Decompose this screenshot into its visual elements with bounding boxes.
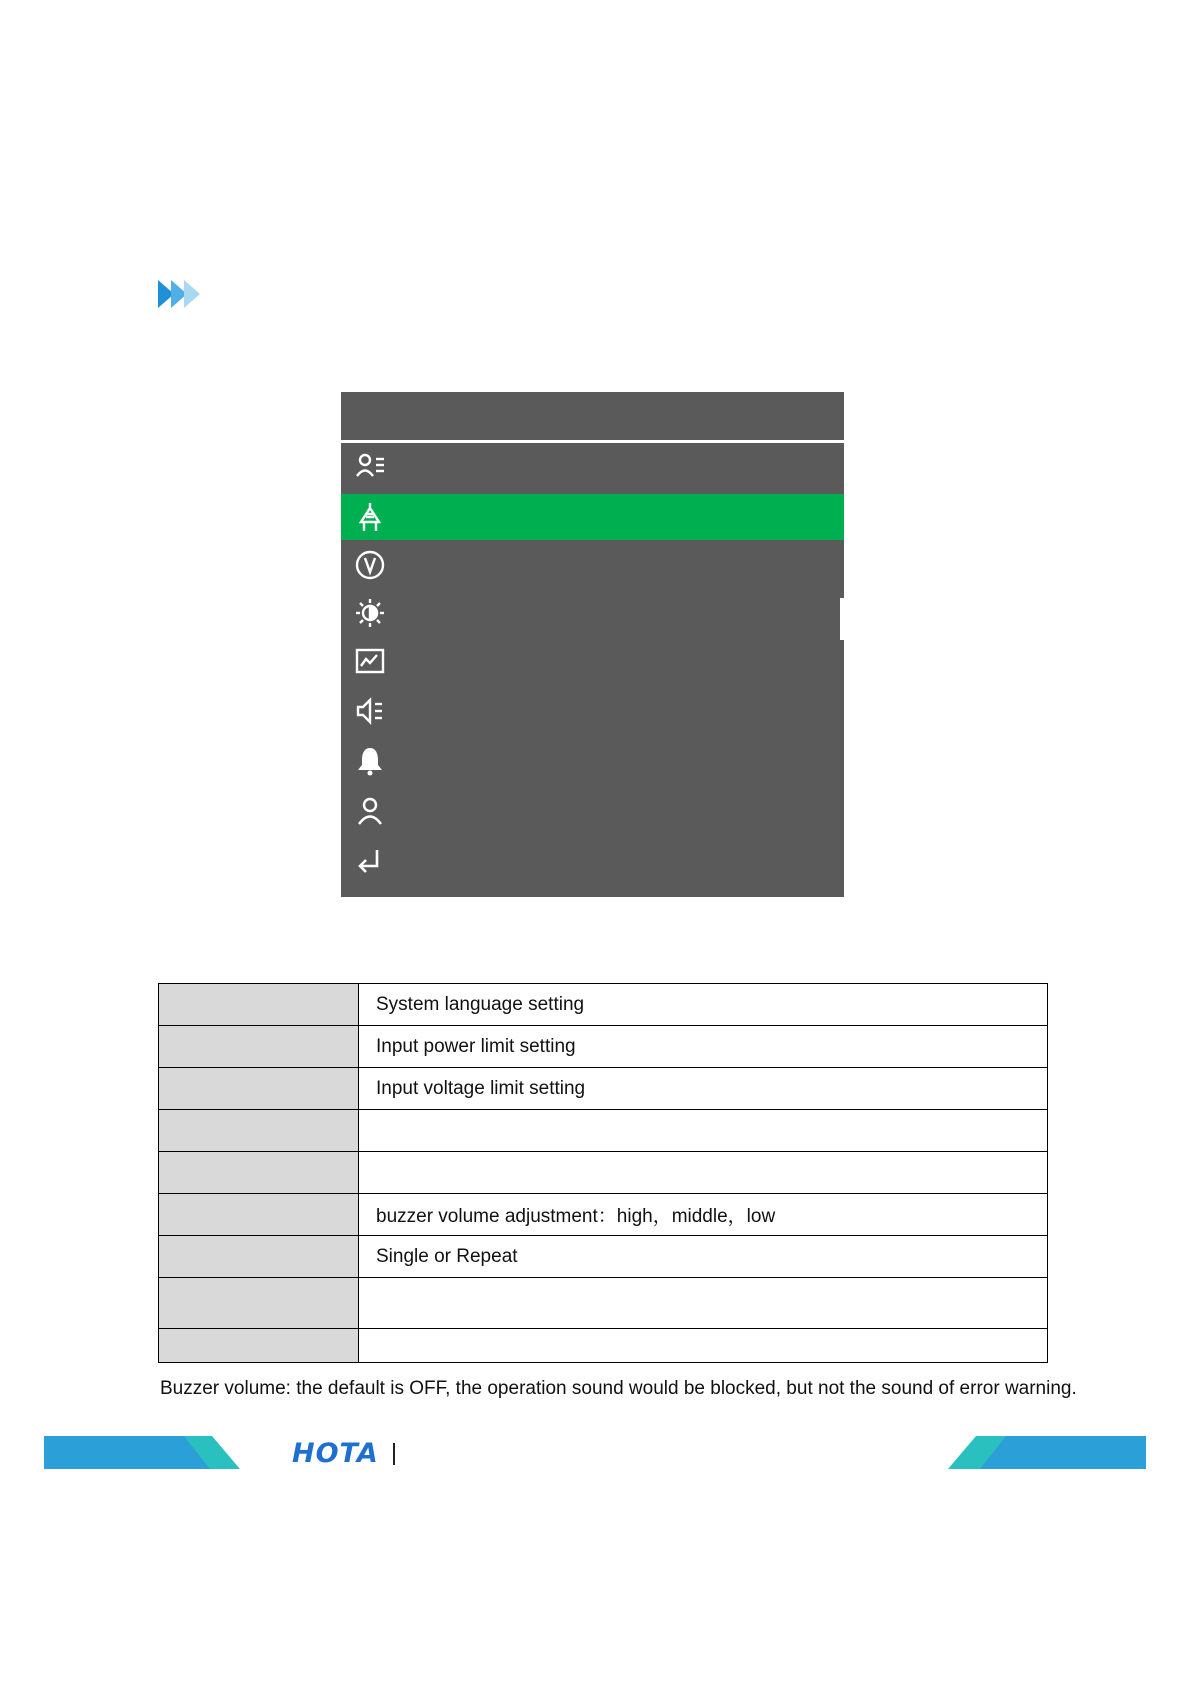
chart-icon: [355, 646, 385, 676]
table-value-cell: [359, 1278, 1048, 1329]
brightness-icon: [355, 598, 385, 628]
table-row: [159, 1068, 1048, 1110]
footer-band-right: [948, 1436, 1146, 1469]
menu-item-user-settings[interactable]: [341, 443, 844, 489]
brand-logo: HOTA: [292, 1438, 379, 1469]
table-key-cell: [159, 1110, 359, 1152]
table-key-cell: [159, 984, 359, 1026]
table-value-cell: [359, 1110, 1048, 1152]
table-row: [159, 1236, 1048, 1278]
menu-item-user[interactable]: [341, 788, 844, 834]
table-row: [159, 1278, 1048, 1329]
table-value-cell: Input voltage limit setting: [359, 1068, 1048, 1110]
table-value-cell: [359, 1152, 1048, 1194]
buzzer-note: Buzzer volume: the default is OFF, the operation sound would be blocked, but not the sound of error warning.: [160, 1378, 1077, 1399]
menu-item-input-voltage[interactable]: [341, 542, 844, 588]
voltage-circle-icon: [355, 550, 385, 580]
table-value-cell: buzzer volume adjustment：high，middle，low: [359, 1194, 1048, 1236]
double-chevron-right-icon: [158, 278, 208, 310]
table-key-cell: [159, 1278, 359, 1329]
table-value-cell: Single or Repeat: [359, 1236, 1048, 1278]
table-key-cell: [159, 1152, 359, 1194]
table-key-cell: [159, 1026, 359, 1068]
speaker-icon: [355, 696, 385, 726]
table-value-cell: System language setting: [359, 984, 1048, 1026]
settings-table: [158, 983, 1048, 1363]
menu-item-input-power[interactable]: [341, 494, 844, 540]
table-value-cell: [359, 1329, 1048, 1363]
table-key-cell: [159, 1194, 359, 1236]
bell-icon: [355, 746, 385, 776]
table-value-cell: Input power limit setting: [359, 1026, 1048, 1068]
table-row: [159, 1026, 1048, 1068]
user-icon: [355, 796, 385, 826]
menu-item-sound[interactable]: [341, 688, 844, 734]
table-row: [159, 1152, 1048, 1194]
table-key-cell: [159, 1236, 359, 1278]
table-row: [159, 984, 1048, 1026]
menu-scroll-indicator[interactable]: [840, 598, 845, 640]
brand-divider: [393, 1443, 395, 1465]
user-list-icon: [355, 451, 385, 481]
menu-header: [341, 392, 844, 443]
table-row: [159, 1194, 1048, 1236]
footer-band-left: [44, 1436, 240, 1469]
table-row: [159, 1329, 1048, 1363]
menu-item-alarm[interactable]: [341, 738, 844, 784]
plug-icon: [355, 502, 385, 532]
table-row: [159, 1110, 1048, 1152]
settings-menu: [341, 392, 844, 897]
table-key-cell: [159, 1068, 359, 1110]
return-icon: [355, 846, 385, 876]
menu-item-brightness[interactable]: [341, 590, 844, 636]
table-key-cell: [159, 1329, 359, 1363]
menu-item-return[interactable]: [341, 838, 844, 884]
menu-item-chart[interactable]: [341, 638, 844, 684]
